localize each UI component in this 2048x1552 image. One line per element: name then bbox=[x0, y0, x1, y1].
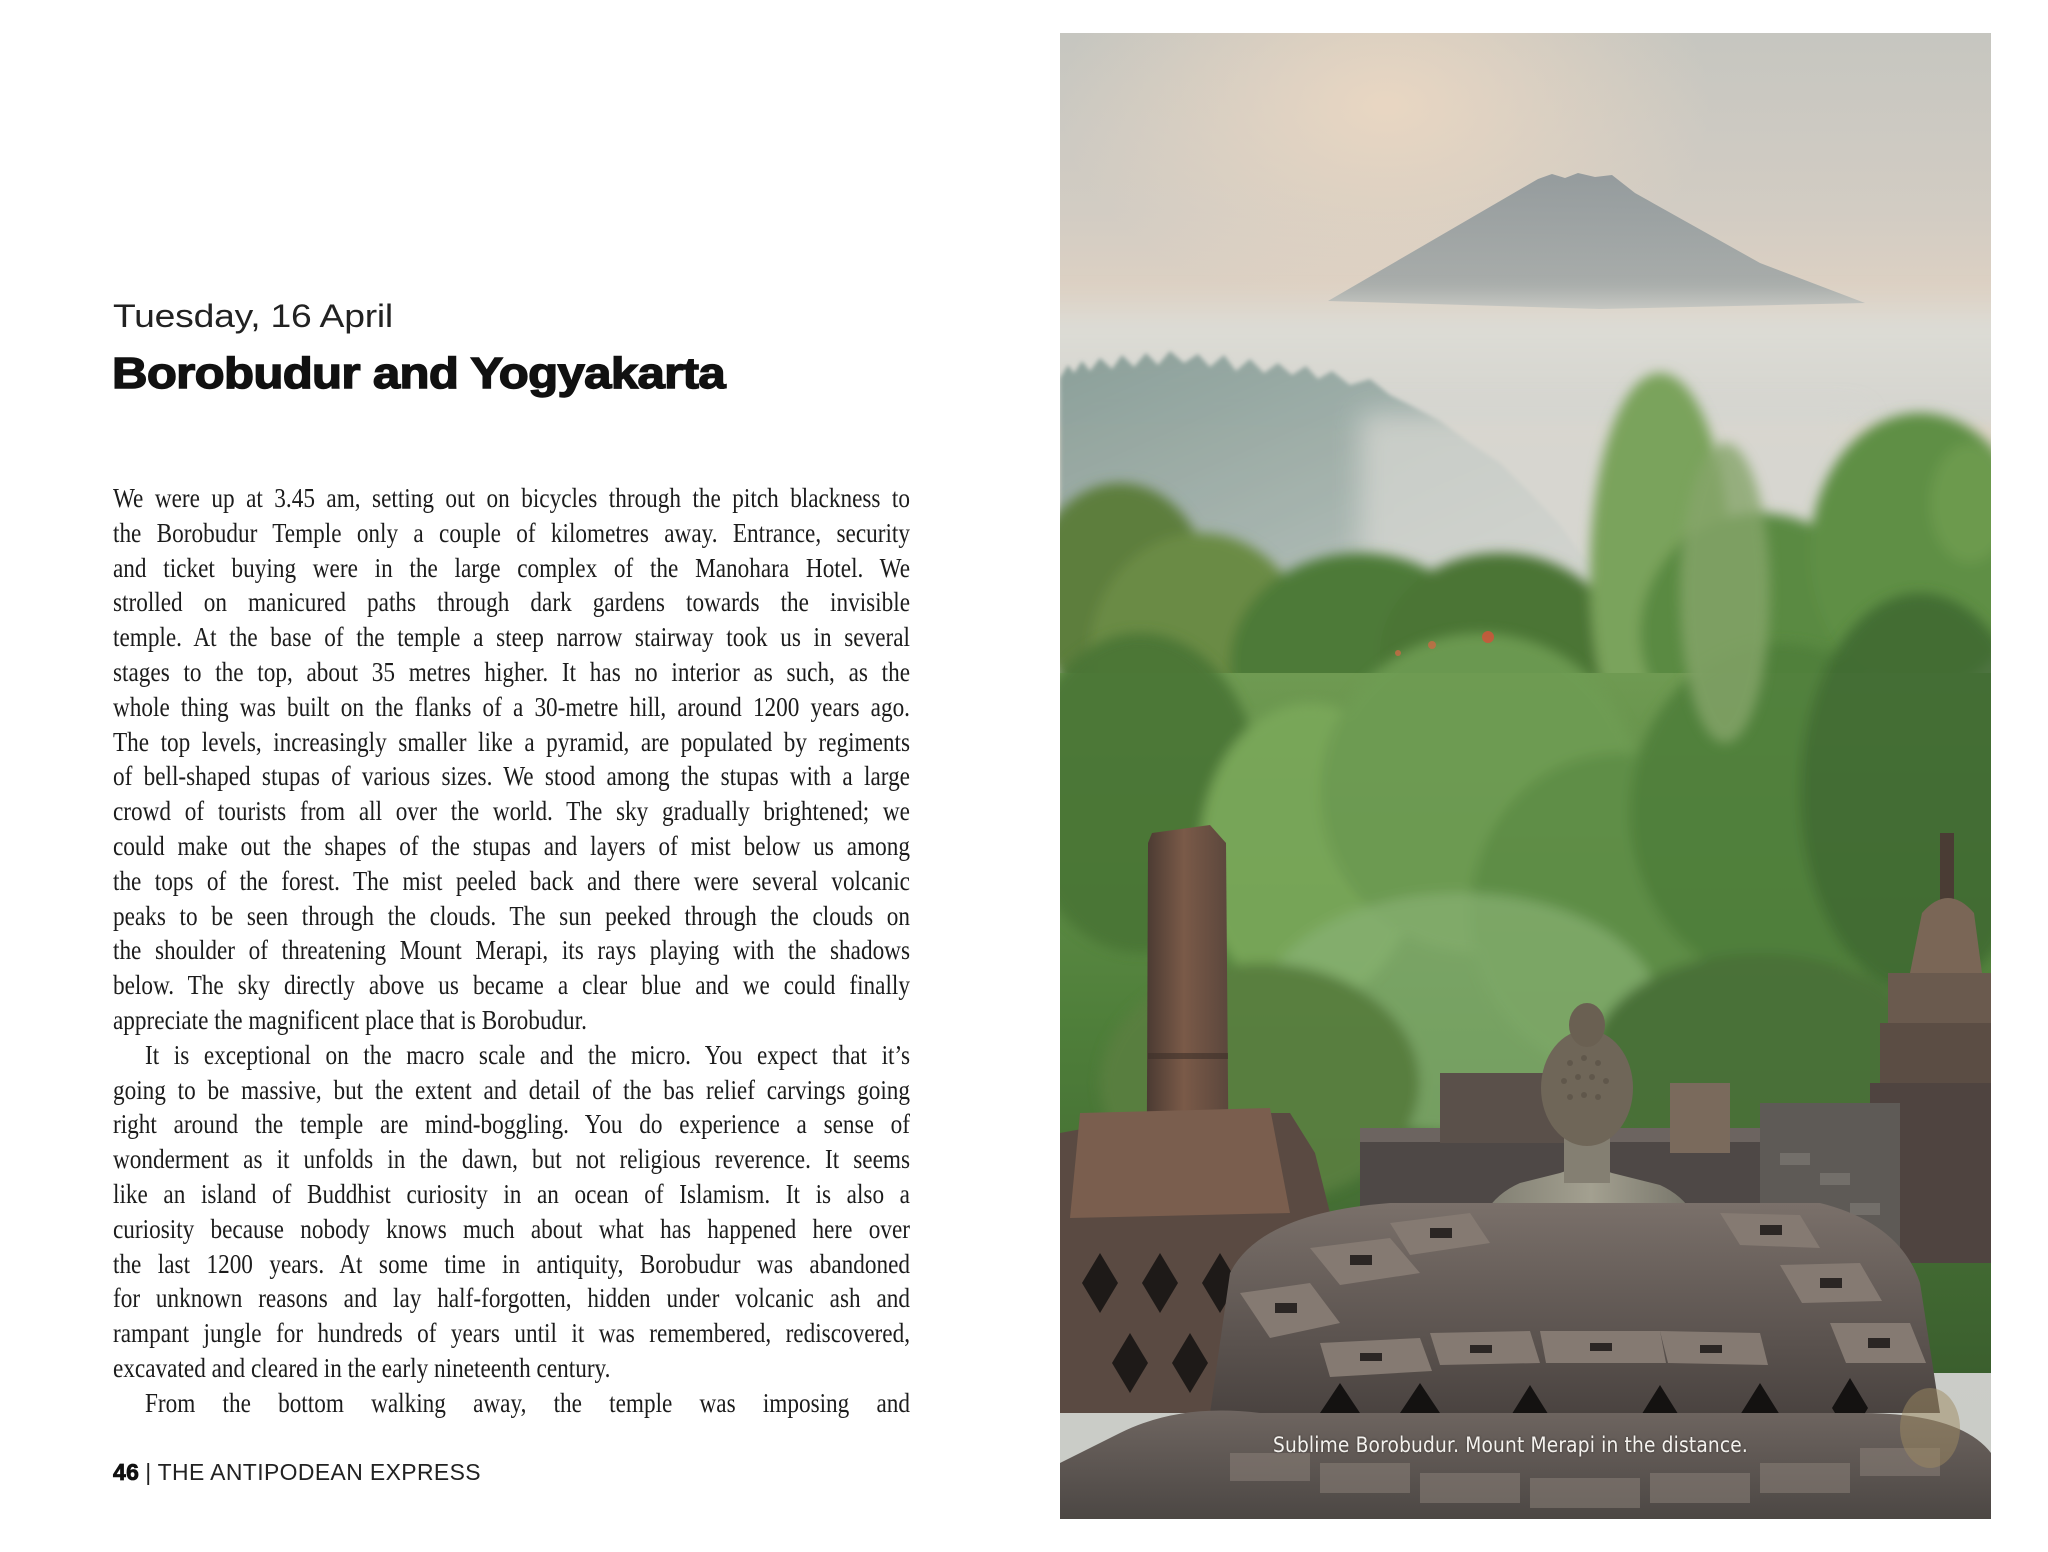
body-line-text: and ticket buying were in the large complex of the Manohara Hotel. We bbox=[113, 552, 911, 583]
footer-separator: | bbox=[145, 1459, 152, 1485]
body-line bbox=[113, 1281, 910, 1316]
body-line-text: wonderment as it unfolds in the dawn, but not religious reverence. It seems bbox=[113, 1144, 911, 1175]
body-text bbox=[113, 481, 910, 1421]
body-line bbox=[113, 1003, 910, 1038]
body-line bbox=[113, 864, 910, 899]
body-line-text: temple. At the base of the temple a steep narrow stairway took us in several bbox=[113, 622, 911, 653]
body-line-text: We were up at 3.45 am, setting out on bicycles through the pitch blackness to bbox=[113, 483, 910, 513]
body-line bbox=[113, 1073, 910, 1108]
body-line bbox=[113, 899, 910, 934]
body-line-text: crowd of tourists from all over the world. The sky gradually brightened; we bbox=[113, 796, 910, 827]
body-line bbox=[113, 551, 910, 586]
body-line bbox=[113, 655, 910, 690]
body-line bbox=[113, 1177, 910, 1212]
body-line-text: From the bottom walking away, the temple was imposing and bbox=[145, 1387, 911, 1418]
book-title: THE ANTIPODEAN EXPRESS bbox=[157, 1459, 482, 1485]
body-line bbox=[113, 1386, 910, 1421]
body-line-text: the Borobudur Temple only a couple of kilometres away. Entrance, security bbox=[113, 517, 910, 548]
body-line bbox=[113, 794, 910, 829]
body-line-text: rampant jungle for hundreds of years until it was remembered, rediscovered, bbox=[113, 1318, 911, 1349]
body-line-text: appreciate the magnificent place that is Borobudur. bbox=[113, 1004, 587, 1035]
body-line-text: could make out the shapes of the stupas and layers of mist below us among bbox=[113, 830, 910, 861]
body-line-text: It is exceptional on the macro scale and the micro. You expect that it’s bbox=[145, 1039, 910, 1070]
body-line-text: going to be massive, but the extent and detail of the bas relief carvings going bbox=[113, 1074, 911, 1105]
chapter-title: Borobudur and Yogyakarta bbox=[112, 349, 725, 398]
body-line-text: below. The sky directly above us became a clear blue and we could finally bbox=[113, 970, 910, 1001]
body-line-text: right around the temple are mind-boggling. You do experience a sense of bbox=[113, 1109, 911, 1140]
body-line bbox=[113, 968, 910, 1003]
photo-borobudur bbox=[1060, 33, 1991, 1519]
body-line-text: the last 1200 years. At some time in antiquity, Borobudur was abandoned bbox=[113, 1248, 911, 1279]
page-footer bbox=[113, 1458, 481, 1486]
body-line-text: like an island of Buddhist curiosity in an ocean of Islamism. It is also a bbox=[113, 1178, 910, 1209]
body-line bbox=[113, 1351, 910, 1386]
body-line bbox=[113, 1107, 910, 1142]
body-line-text: stages to the top, about 35 metres higher. It has no interior as such, as the bbox=[113, 656, 911, 687]
body-line bbox=[113, 1038, 910, 1073]
body-line bbox=[113, 516, 910, 551]
entry-date: Tuesday, 16 April bbox=[113, 298, 393, 334]
body-line-text: the shoulder of threatening Mount Merapi, its rays playing with the shadows bbox=[113, 935, 910, 966]
body-line-text: peaks to be seen through the clouds. The sun peeked through the clouds on bbox=[113, 900, 911, 931]
lattice-stupa-ring bbox=[1210, 1203, 1940, 1449]
body-line bbox=[113, 1212, 910, 1247]
photo-illustration bbox=[1060, 33, 1991, 1519]
body-line-text: strolled on manicured paths through dark gardens towards the invisible bbox=[113, 587, 911, 618]
body-line bbox=[113, 690, 910, 725]
body-line-text: The top levels, increasingly smaller like a pyramid, are populated by regiments bbox=[113, 726, 911, 757]
body-line-text: whole thing was built on the flanks of a 30-metre hill, around 1200 years ago. bbox=[113, 691, 910, 722]
body-line bbox=[113, 1316, 910, 1351]
body-line-text: the tops of the forest. The mist peeled back and there were several volcanic bbox=[113, 865, 910, 896]
body-line bbox=[113, 759, 910, 794]
body-line bbox=[113, 725, 910, 760]
body-line-text: for unknown reasons and lay half-forgotten, hidden under volcanic ash and bbox=[113, 1283, 911, 1314]
body-line bbox=[113, 829, 910, 864]
body-line bbox=[113, 620, 910, 655]
body-line bbox=[113, 585, 910, 620]
body-line bbox=[113, 481, 910, 516]
body-line bbox=[113, 933, 910, 968]
page-number: 46 bbox=[113, 1459, 140, 1485]
body-line bbox=[113, 1247, 910, 1282]
body-line-text: curiosity because nobody knows much about what has happened here over bbox=[113, 1213, 910, 1244]
photo-caption: Sublime Borobudur. Mount Merapi in the distance. bbox=[1273, 1433, 1748, 1457]
body-line-text: of bell-shaped stupas of various sizes. We stood among the stupas with a large bbox=[113, 761, 911, 792]
body-line bbox=[113, 1142, 910, 1177]
body-line-text: excavated and cleared in the early nineteenth century. bbox=[113, 1352, 611, 1383]
